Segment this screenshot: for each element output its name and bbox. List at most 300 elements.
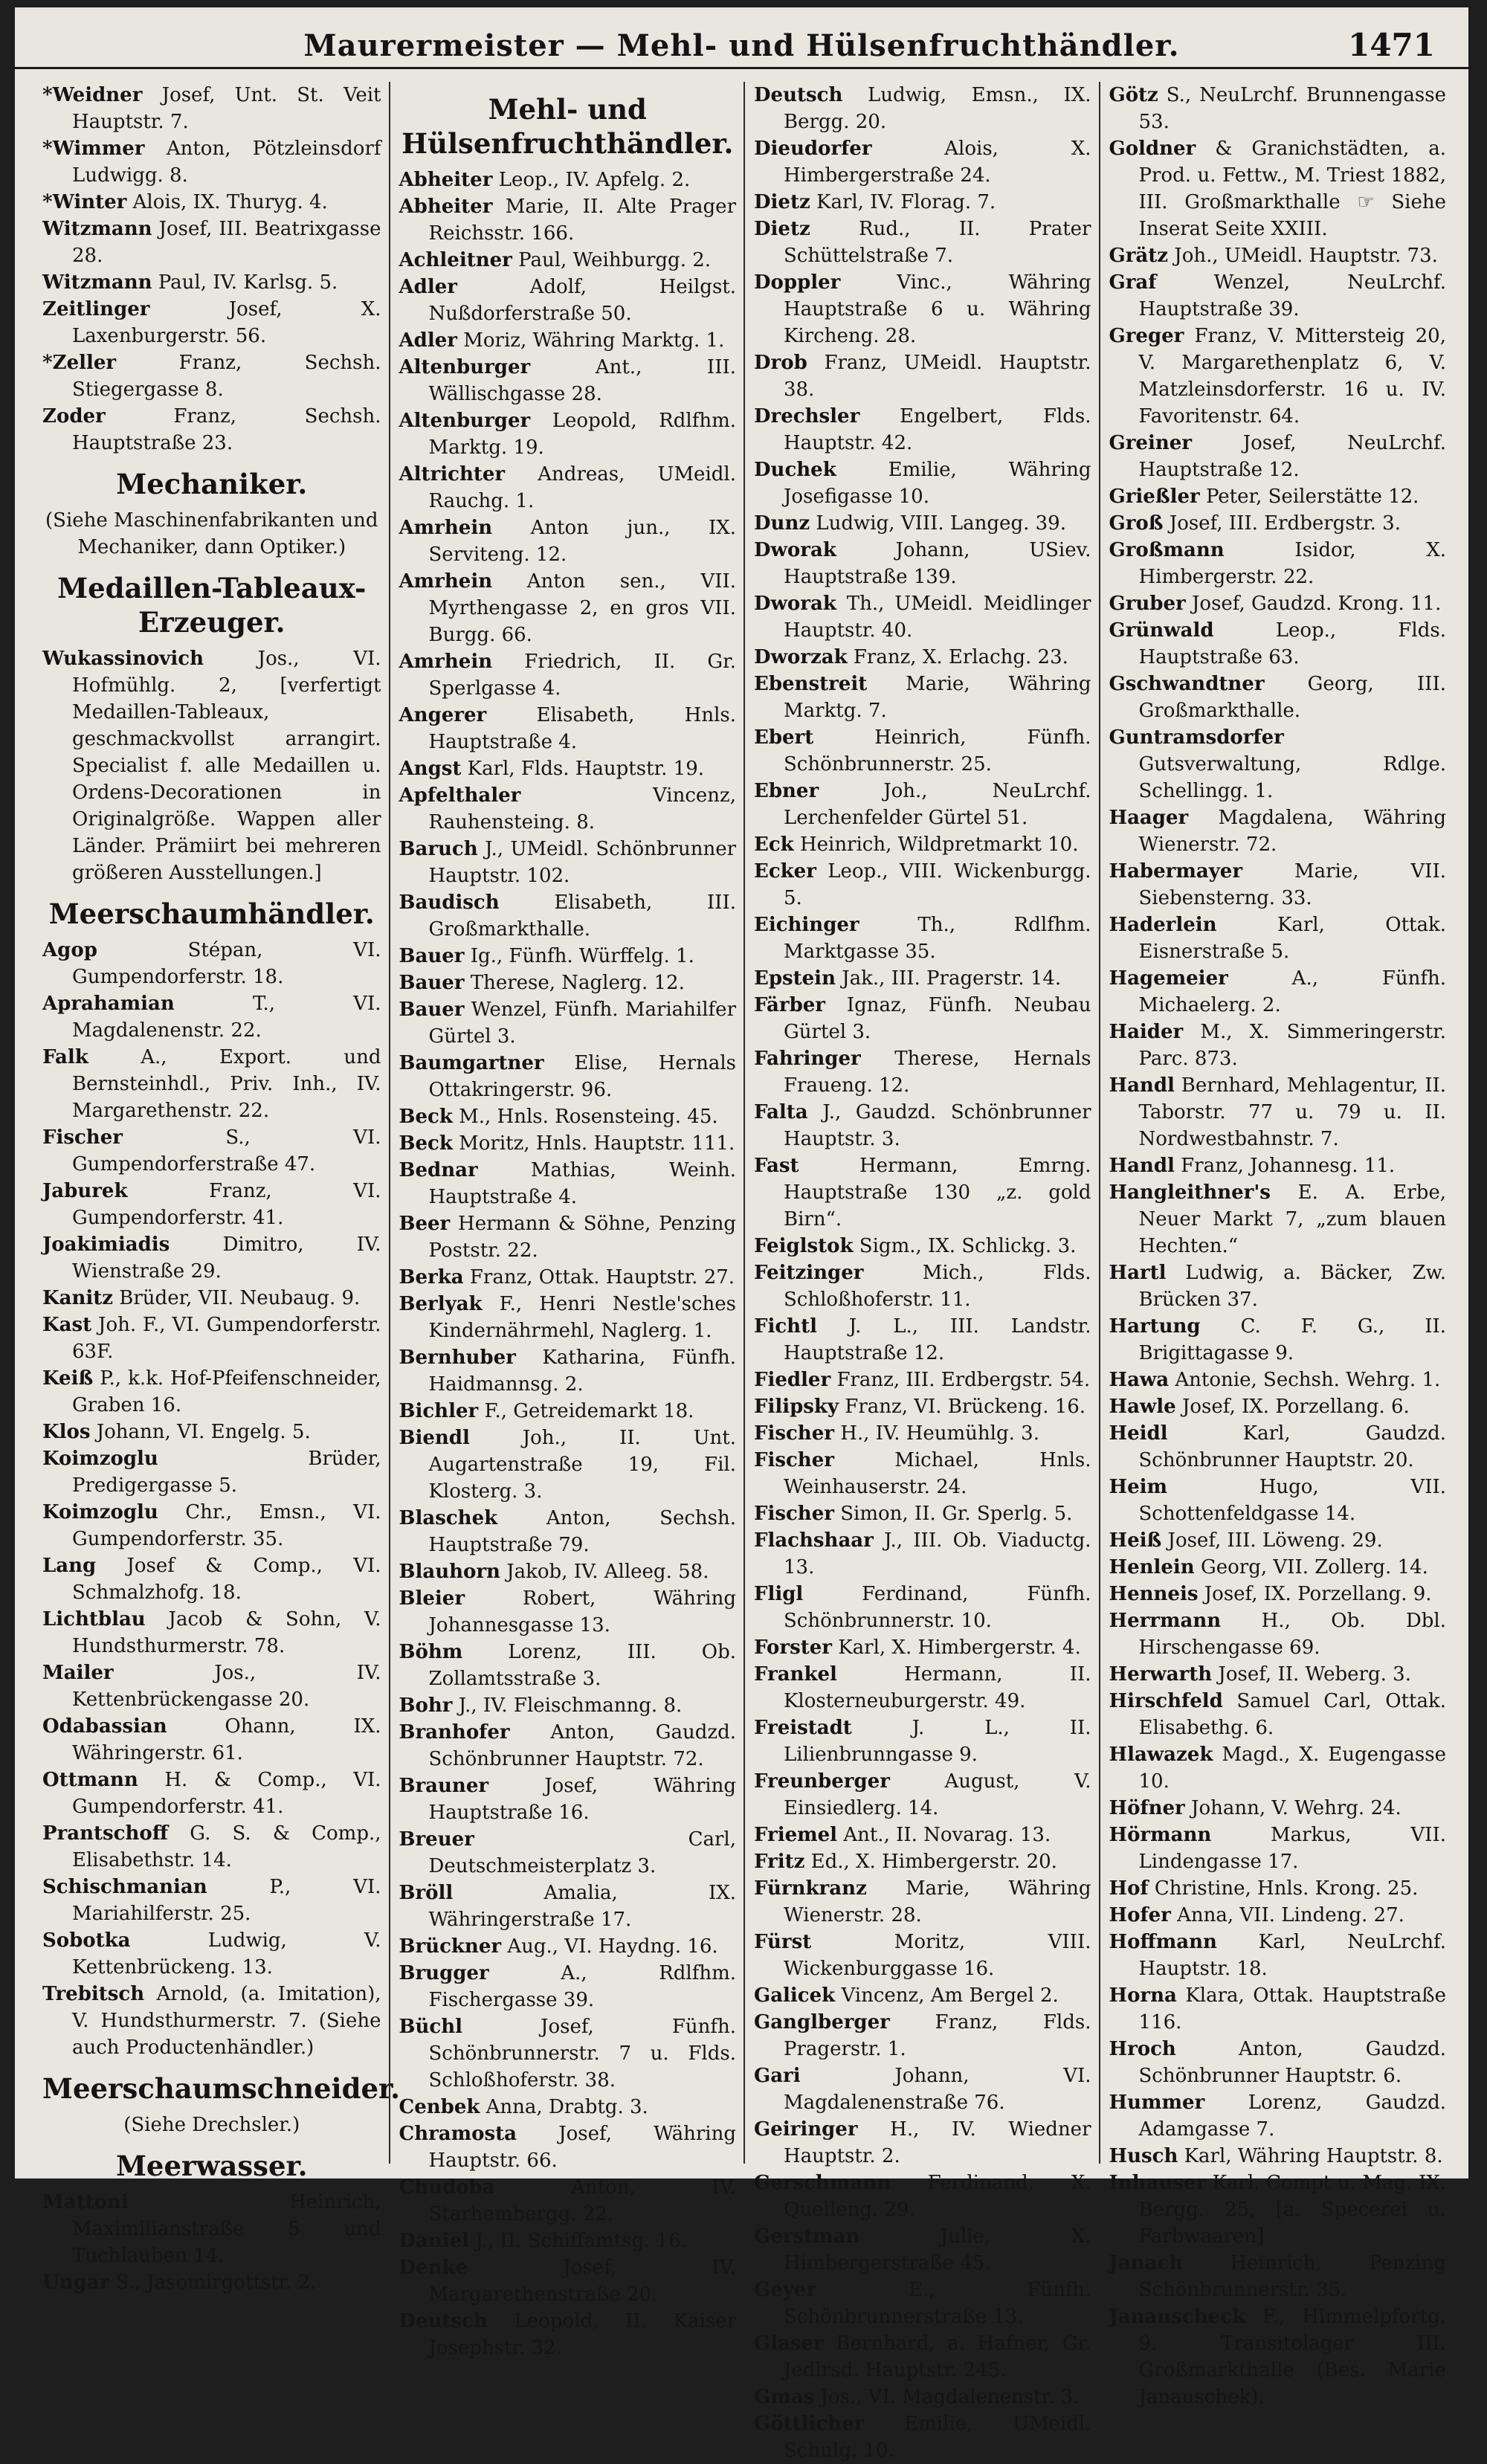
directory-entry [1109,1581,1447,1607]
directory-entry [754,1634,1091,1661]
entry-details: Hermann & Söhne, Penzing Poststr. 22. [428,1213,736,1262]
entry-name: Göttlicher [754,2413,865,2435]
entry-details: Brüder, VII. Neubaug. 9. [119,1287,361,1309]
directory-entry [42,135,381,189]
directory-entry [1109,1420,1447,1474]
entry-details: Therese, Naglerg. 12. [470,972,685,994]
entry-details: Th., Rdlfhm. Marktgasse 35. [784,914,1091,963]
entry-name: Hroch [1109,2038,1176,2060]
entry-details: Vinc., Währing Hauptstraße 6 u. Währing Kircheng. 28. [784,271,1091,347]
directory-entry [754,537,1091,590]
entry-name: Hagemeier [1109,967,1228,990]
entry-details: Karl, Währing Hauptstr. 8. [1184,2145,1443,2167]
entry-name: Inhauser [1109,2172,1207,2194]
directory-entry [399,943,737,970]
entry-details: Julie, X. Himbergerstraße 45. [784,2225,1091,2274]
column-2 [389,82,744,2359]
entry-name: Trebitsch [42,1983,145,2005]
entry-name: Großmann [1109,539,1225,561]
entry-details: Ferdinand, X. Quelleng. 29. [784,2172,1091,2221]
entry-details: Karl, Flds. Hauptstr. 19. [467,758,704,780]
entry-name: Amrhein [399,651,493,673]
directory-entry [399,755,737,782]
entry-details: Chr., Emsn., VI. Gumpendorferstr. 35. [72,1501,381,1550]
directory-entry [754,1045,1091,1099]
entry-details: F., Himmelpfortg. 9. Transitolager III. Großmarkthalle (Bes. Marie Janauschek). [1138,2306,1446,2408]
entry-details: Ohann, IX. Währingerstr. 61. [72,1715,381,1764]
directory-entry [1109,1527,1447,1554]
entry-details: Friedrich, II. Gr. Sperlgasse 4. [428,651,737,700]
entry-details: Franz, V. Mittersteig 20, V. Margarethenplatz 6, V. Matzleinsdorferstr. 16 u. IV. Favoritenstr. 64. [1138,325,1446,428]
entry-details: Franz, X. Erlachg. 23. [853,646,1068,668]
entry-details: Andreas, UMeidl. Rauchg. 1. [428,463,736,512]
entry-details: Aug., VI. Haydng. 16. [507,1935,718,1958]
entry-details: Alois, IX. Thuryg. 4. [132,191,328,213]
entry-name: Klos [42,1421,91,1443]
entry-name: Janach [1109,2252,1184,2274]
directory-entry [754,1313,1091,1367]
directory-entry [399,1291,737,1344]
entry-details: A., Export. und Bernsteinhdl., Priv. Inh., IV. Margarethenstr. 22. [72,1046,381,1122]
directory-entry [399,167,737,193]
entry-name: Ecker [754,860,816,883]
entry-name: Hawle [1109,1396,1176,1418]
entry-name: Heidl [1109,1422,1168,1445]
entry-details: Anna, VII. Lindeng. 27. [1177,1904,1404,1926]
directory-entry [399,247,737,274]
entry-name: Fritz [754,1851,805,1873]
entry-name: Bernhuber [399,1347,516,1369]
directory-entry [1109,1688,1447,1741]
directory-entry [42,1660,381,1713]
directory-entry [42,189,381,216]
directory-entry [754,1420,1091,1447]
directory-entry [42,1124,381,1178]
entry-name: Hofer [1109,1904,1171,1926]
entry-details: Josef, Fünfh. Schönbrunnerstr. 7 u. Flds. Schloßhoferstr. 38. [428,2016,736,2092]
entry-details: J., Gaudzd. Schönbrunner Hauptstr. 3. [784,1101,1091,1150]
entry-name: Falta [754,1101,808,1123]
entry-name: Eck [754,833,794,856]
directory-entry [42,1285,381,1312]
entry-details: Antonie, Sechsh. Wehrg. 1. [1175,1369,1441,1391]
entry-details: Ludwig, a. Bäcker, Zw. Brücken 37. [1138,1262,1447,1311]
entry-details: Ludwig, VIII. Langeg. 39. [816,512,1066,535]
entry-name: Brückner [399,1935,502,1958]
directory-entry [754,2009,1091,2063]
entry-details: H., IV. Heumühlg. 3. [840,1422,1039,1445]
entry-details: Simon, II. Gr. Sperlg. 5. [840,1503,1073,1525]
entry-details: C. F. G., II. Brigittagasse 9. [1138,1315,1446,1364]
entry-details: J. L., II. Lilienbrunngasse 9. [784,1717,1091,1766]
section-note: (Siehe Drechsler.) [123,2114,300,2136]
entry-name: Fürst [754,1931,812,1953]
entry-details: Lorenz, III. Ob. Zollamtsstraße 3. [428,1641,737,1690]
entry-details: Vincenz, Rauhensteing. 8. [428,784,736,833]
entry-details: Franz, Sechsh. Stiegergasse 8. [72,352,381,401]
entry-name: Hangleithner's [1109,1181,1271,1204]
directory-entry [1109,617,1447,671]
directory-entry [1109,2250,1447,2303]
entry-name: Aprahamian [42,993,175,1015]
entry-name: Altrichter [399,463,506,486]
entry-details: Engelbert, Flds. Hauptstr. 42. [784,405,1091,454]
entry-details: Joh., II. Unt. Augartenstraße 19, Fil. Klosterg. 3. [428,1427,736,1503]
entry-details: Elise, Hernals Ottakringerstr. 96. [428,1052,736,1101]
entry-name: Bröll [399,1882,454,1904]
entry-name: Flachshaar [754,1529,874,1552]
entry-name: Grätz [1109,245,1169,267]
directory-entry [754,189,1091,216]
entry-details: Brüder, Predigergasse 5. [72,1448,381,1497]
entry-name: Dieudorfer [754,138,872,160]
entry-details: Jak., III. Pragerstr. 14. [842,967,1062,990]
entry-name: Horna [1109,1984,1177,2007]
entry-name: Grünwald [1109,619,1214,642]
entry-name: Lichtblau [42,1608,146,1631]
directory-entry [399,996,737,1050]
entry-name: Angerer [399,704,487,726]
entry-details: Josef, II. Weberg. 3. [1218,1663,1411,1686]
directory-entry [1109,323,1447,430]
directory-entry [754,1661,1091,1715]
directory-entry [754,510,1091,537]
entry-name: Berka [399,1266,464,1289]
directory-entry [42,1231,381,1285]
entry-details: E. A. Erbe, Neuer Markt 7, „zum blauen Hechten.“ [1138,1181,1446,1257]
entry-name: Adler [399,329,457,352]
entry-name: Beck [399,1132,453,1155]
running-title: Maurermeister — Mehl- und Hülsenfruchthändler. [303,28,1180,63]
directory-entry [42,1365,381,1419]
entry-name: Greger [1109,325,1184,347]
entry-details: Karl, NeuLrchf. Hauptstr. 18. [1138,1931,1447,1980]
entry-name: Grießler [1109,486,1200,508]
directory-entry [1109,671,1447,724]
directory-entry [399,836,737,889]
entry-name: Ganglberger [754,2011,890,2034]
entry-details: Josef, IX. Porzellang. 6. [1181,1396,1410,1418]
entry-name: Büchl [399,2016,462,2038]
entry-name: Drechsler [754,405,860,428]
entry-name: Amrhein [399,517,493,539]
entry-name: Ungar [42,2271,110,2294]
directory-entry [1109,1875,1447,1902]
directory-entry [42,2189,381,2269]
directory-entry [754,778,1091,831]
entry-name: Hartl [1109,1262,1167,1284]
entry-details: Anton, IV. Starhembergg. 22. [428,2176,736,2225]
directory-entry [399,2254,737,2308]
directory-entry [1109,590,1447,617]
directory-entry [754,1393,1091,1420]
directory-entry [42,2269,381,2296]
directory-entry [399,2094,737,2120]
entry-details: Leopold, II. Kaiser Josephstr. 32. [428,2310,737,2359]
entry-details: Anton, Sechsh. Hauptstraße 79. [428,1507,736,1556]
entry-name: Beer [399,1213,451,1235]
entry-details: Franz, Ottak. Hauptstr. 27. [469,1266,735,1289]
entry-name: Zoder [42,405,106,428]
entry-details: Josef, IX. Porzellang. 9. [1204,1583,1432,1605]
directory-entry [754,1447,1091,1500]
entry-details: Joh., UMeidl. Hauptstr. 73. [1174,245,1438,267]
entry-details: Bernhard, Mehlagentur, II. Taborstr. 77 u. 79 u. II. Nordwestbahnstr. 7. [1138,1074,1447,1150]
entry-name: *Winter [42,191,127,213]
entry-name: Färber [754,994,826,1016]
entry-details: Marie, Währing Wienerstr. 28. [784,1877,1091,1926]
directory-entry [754,1822,1091,1848]
entry-details: Josef, Währing Hauptstraße 16. [428,1775,736,1824]
entry-details: F., Getreidemarkt 18. [484,1400,694,1422]
entry-details: Alois, X. Himbergerstraße 24. [784,138,1091,187]
entry-name: Friemel [754,1824,838,1846]
entry-name: Angst [399,758,462,780]
entry-details: Christine, Hnls. Krong. 25. [1154,1877,1419,1900]
directory-entry [1109,2170,1447,2250]
directory-entry [42,645,381,886]
entry-name: Feitzinger [754,1262,864,1284]
entry-details: Gutsverwaltung, Rdlge. Schellingg. 1. [1138,753,1446,802]
directory-entry [399,1157,737,1210]
directory-entry [1109,1607,1447,1661]
entry-name: *Weidner [42,84,143,106]
entry-name: Daniel [399,2230,470,2252]
directory-entry [399,1880,737,1933]
entry-name: Achleitner [399,249,512,271]
entry-details: Anton, Gaudzd. Schönbrunner Hauptstr. 72. [428,1721,736,1770]
entry-details: A., Fünfh. Michaelerg. 2. [1138,967,1446,1016]
entry-name: Glaser [754,2332,824,2355]
entry-name: Fischer [754,1422,834,1445]
column-3 [744,82,1099,2462]
entry-name: Bauer [399,972,465,994]
directory-entry [42,1178,381,1231]
entry-name: Dworak [754,539,836,561]
entry-name: Heim [1109,1476,1167,1498]
entry-name: Kanitz [42,1287,113,1309]
entry-name: Fischer [754,1503,834,1525]
entry-name: Hlawazek [1109,1744,1213,1766]
entry-name: Haider [1109,1021,1184,1043]
entry-name: Graf [1109,271,1157,294]
entry-details: Ignaz, Fünfh. Neubau Gürtel 3. [784,994,1091,1043]
directory-entry [399,970,737,996]
entry-name: Janauscheck [1109,2306,1246,2328]
entry-details: Franz, UMeidl. Hauptstr. 38. [784,352,1091,401]
entry-name: Freistadt [754,1717,852,1739]
entry-details: M., X. Simmeringerstr. Parc. 873. [1138,1021,1446,1070]
entry-name: Lang [42,1555,97,1577]
directory-entry [1109,1072,1447,1152]
entry-details: Franz, III. Erdbergstr. 54. [836,1369,1091,1391]
directory-entry [42,1713,381,1767]
directory-entry [42,1606,381,1660]
entry-name: Schischmanian [42,1876,207,1898]
entry-name: Gschwandtner [1109,673,1265,695]
entry-details: Heinrich, Wildpretmarkt 10. [799,833,1079,856]
entry-name: Blauhorn [399,1561,500,1583]
entry-details: Heinrich, Maximilianstraße 5 und Tuchlauben 14. [72,2191,381,2267]
entry-name: Hawa [1109,1369,1170,1391]
directory-entry [399,1960,737,2013]
directory-entry [754,724,1091,778]
entry-details: Ig., Fünfh. Würffelg. 1. [470,945,694,967]
directory-entry [42,1312,381,1365]
directory-entry [42,403,381,457]
directory-entry [399,274,737,327]
entry-details: Therese, Hernals Fraueng. 12. [784,1048,1091,1097]
entry-name: Dworzak [754,646,848,668]
entry-name: Hof [1109,1877,1149,1900]
entry-details: Mich., Flds. Schloßhoferstr. 11. [784,1262,1091,1311]
directory-entry [754,590,1091,644]
column-1 [33,82,400,2294]
entry-details: Emilie, UMeidl. Schulg. 10. [784,2413,1091,2462]
entry-details: Marie, VII. Siebensterng. 33. [1138,860,1446,909]
entry-details: Johann, V. Wehrg. 24. [1191,1797,1401,1819]
entry-name: Bauer [399,999,465,1021]
directory-entry [1109,1554,1447,1581]
entry-details: A., Rdlfhm. Fischergasse 39. [428,1962,736,2011]
directory-entry [399,1719,737,1773]
entry-name: Sobotka [42,1929,131,1952]
entry-details: P., k.k. Hof-Pfeifenschneider, Graben 16. [72,1367,381,1416]
page-number: 1471 [1348,27,1435,63]
page-header [15,22,1468,69]
entry-details: J. L., III. Landstr. Hauptstraße 12. [784,1315,1091,1364]
entry-name: Koimzoglu [42,1501,158,1523]
entry-name: Dietz [754,218,810,240]
directory-entry [754,2277,1091,2330]
directory-entry [754,912,1091,965]
entry-details: J., III. Ob. Viaductg. 13. [784,1529,1091,1578]
entry-name: Beck [399,1106,453,1128]
directory-entry [399,568,737,648]
directory-entry [1109,82,1447,135]
entry-name: Hörmann [1109,1824,1212,1846]
directory-entry [42,296,381,349]
entry-details: J., IV. Fleischmanng. 8. [458,1694,683,1717]
entry-details: Anton jun., IX. Serviteng. 12. [428,517,736,566]
directory-entry [754,457,1091,510]
entry-details: Leop., IV. Apfelg. 2. [498,169,691,191]
entry-details: Leop., VIII. Wickenburgg. 5. [784,860,1091,909]
entry-details: Wenzel, NeuLrchf. Hauptstraße 39. [1138,271,1446,320]
entry-name: Brauner [399,1775,489,1797]
directory-page [15,7,1468,2462]
directory-entry [42,1499,381,1552]
entry-name: Chudoba [399,2176,495,2199]
directory-entry [1109,1393,1447,1420]
entry-details: Franz, Flds. Pragerstr. 1. [784,2011,1091,2060]
directory-entry [399,889,737,943]
entry-name: Haager [1109,807,1189,829]
directory-entry [399,515,737,568]
directory-entry [1109,912,1447,965]
directory-entry [1109,858,1447,912]
entry-name: Groß [1109,512,1164,535]
entry-details: Ludwig, Emsn., IX. Bergg. 20. [784,84,1091,133]
directory-entry [399,354,737,407]
entry-name: Altenburger [399,356,531,378]
entry-name: Gmas [754,2386,815,2408]
entry-name: Amrhein [399,570,493,593]
directory-entry [754,644,1091,671]
directory-entry [754,269,1091,349]
entry-name: Heiß [1109,1529,1162,1552]
directory-entry [399,1344,737,1398]
entry-name: Gerschmann [754,2172,891,2194]
entry-name: Baumgartner [399,1052,544,1074]
directory-entry [1109,2036,1447,2089]
directory-entry [42,1874,381,1927]
entry-details: Franz, Sechsh. Hauptstraße 23. [72,405,381,454]
directory-entry [1109,1474,1447,1527]
entry-details: Paul, Weihburgg. 2. [518,249,712,271]
directory-entry [1109,537,1447,590]
entry-details: Josef, Gaudzd. Krong. 11. [1192,593,1442,615]
directory-entry [399,2120,737,2174]
entry-name: Denke [399,2257,468,2279]
entry-details: Joh. F., VI. Gumpendorferstr. 63F. [72,1314,381,1363]
directory-entry [1109,1982,1447,2036]
directory-entry [42,1044,381,1124]
entry-details: T., VI. Magdalenenstr. 22. [72,993,381,1042]
directory-entry [754,349,1091,403]
directory-entry [1109,1795,1447,1822]
entry-name: Frankel [754,1663,837,1686]
entry-name: Abheiter [399,169,493,191]
entry-details: Jakob, IV. Alleeg. 58. [506,1561,709,1583]
directory-entry [1109,1313,1447,1367]
entry-name: Herrmann [1109,1610,1222,1632]
directory-entry [399,2308,737,2361]
entry-details: Marie, Währing Marktg. 7. [784,673,1091,722]
entry-name: Filipsky [754,1396,839,1418]
section-heading: Mechaniker. [116,468,308,500]
directory-entry [754,1099,1091,1152]
directory-entry [399,1050,737,1103]
entry-details: Ed., X. Himbergerstr. 20. [810,1851,1057,1873]
entry-details: Josef, X. Laxenburgerstr. 56. [72,298,381,347]
entry-name: Epstein [754,967,836,990]
directory-entry [754,1715,1091,1768]
entry-details: Hermann, II. Klosterneuburgerstr. 49. [784,1663,1091,1712]
entry-details: Ant., II. Novarag. 13. [843,1824,1051,1846]
entry-details: M., Hnls. Rosensteing. 45. [459,1106,718,1128]
entry-details: S., NeuLrchf. Brunnengasse 53. [1138,84,1447,133]
entry-name: Bednar [399,1159,478,1181]
entry-details: S., Jasomirgottstr. 2. [115,2271,317,2294]
entry-details: Robert, Währing Johannesgasse 13. [428,1587,737,1636]
entry-details: Hermann, Emrng. Hauptstraße 130 „z. gold Birn“. [784,1155,1091,1231]
entry-name: Breuer [399,1828,474,1851]
entry-name: Branhofer [399,1721,510,1744]
entry-name: Koimzoglu [42,1448,158,1470]
directory-entry [754,2223,1091,2277]
entry-name: Abheiter [399,196,493,218]
entry-name: Altenburger [399,410,531,432]
entry-name: Fligl [754,1583,804,1605]
directory-entry [1109,2143,1447,2170]
entry-name: Fischer [754,1449,834,1471]
section-heading: Meerwasser. [115,2149,308,2182]
entry-name: Husch [1109,2145,1178,2167]
entry-details: Carl, Deutschmeisterplatz 3. [428,1828,736,1877]
entry-details: Johann, VI. Magdalenenstraße 76. [784,2065,1091,2114]
entry-details: Josef, IV. Margarethenstraße 20. [428,2257,736,2306]
